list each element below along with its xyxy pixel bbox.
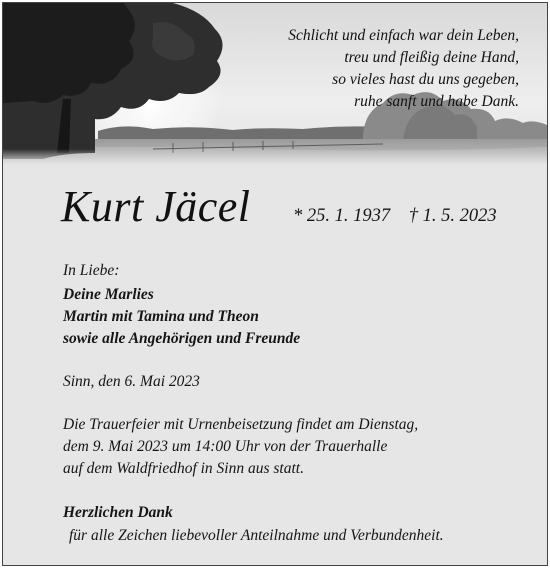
poem (219, 25, 519, 113)
poem-line: ruhe sanft und habe Dank. (354, 93, 519, 110)
poem-line: so vieles hast du uns gegeben, (332, 71, 519, 88)
mourner-line: sowie alle Angehörigen und Freunde (63, 330, 301, 347)
mourner-line: Deine Marlies (63, 286, 154, 303)
obituary-notice (2, 2, 548, 566)
poem-line: Schlicht und einfach war dein Leben, (288, 27, 519, 44)
ceremony-line: Die Trauerfeier mit Urnenbeisetzung findet am Dienstag, (63, 416, 419, 433)
place-and-date: Sinn, den 6. Mai 2023 (63, 373, 200, 390)
mourner-line: Martin mit Tamina und Theon (63, 308, 259, 325)
mourners-list (63, 284, 300, 350)
ceremony-line: dem 9. Mai 2023 um 14:00 Uhr von der Trauerhalle (63, 438, 388, 455)
death-date: † 1. 5. 2023 (408, 206, 497, 226)
deceased-name: Kurt Jäcel (61, 182, 251, 231)
poem-line: treu und fleißig deine Hand, (344, 49, 519, 66)
thanks-heading: Herzlichen Dank (63, 504, 173, 521)
birth-date: * 25. 1. 1937 (293, 206, 391, 226)
mourners-intro: In Liebe: (63, 262, 120, 279)
ceremony-line: auf dem Waldfriedhof in Sinn aus statt. (63, 460, 304, 477)
life-dates (293, 206, 511, 227)
ceremony-info (63, 414, 418, 480)
thanks-text: für alle Zeichen liebevoller Anteilnahme und Verbundenheit. (69, 527, 444, 544)
